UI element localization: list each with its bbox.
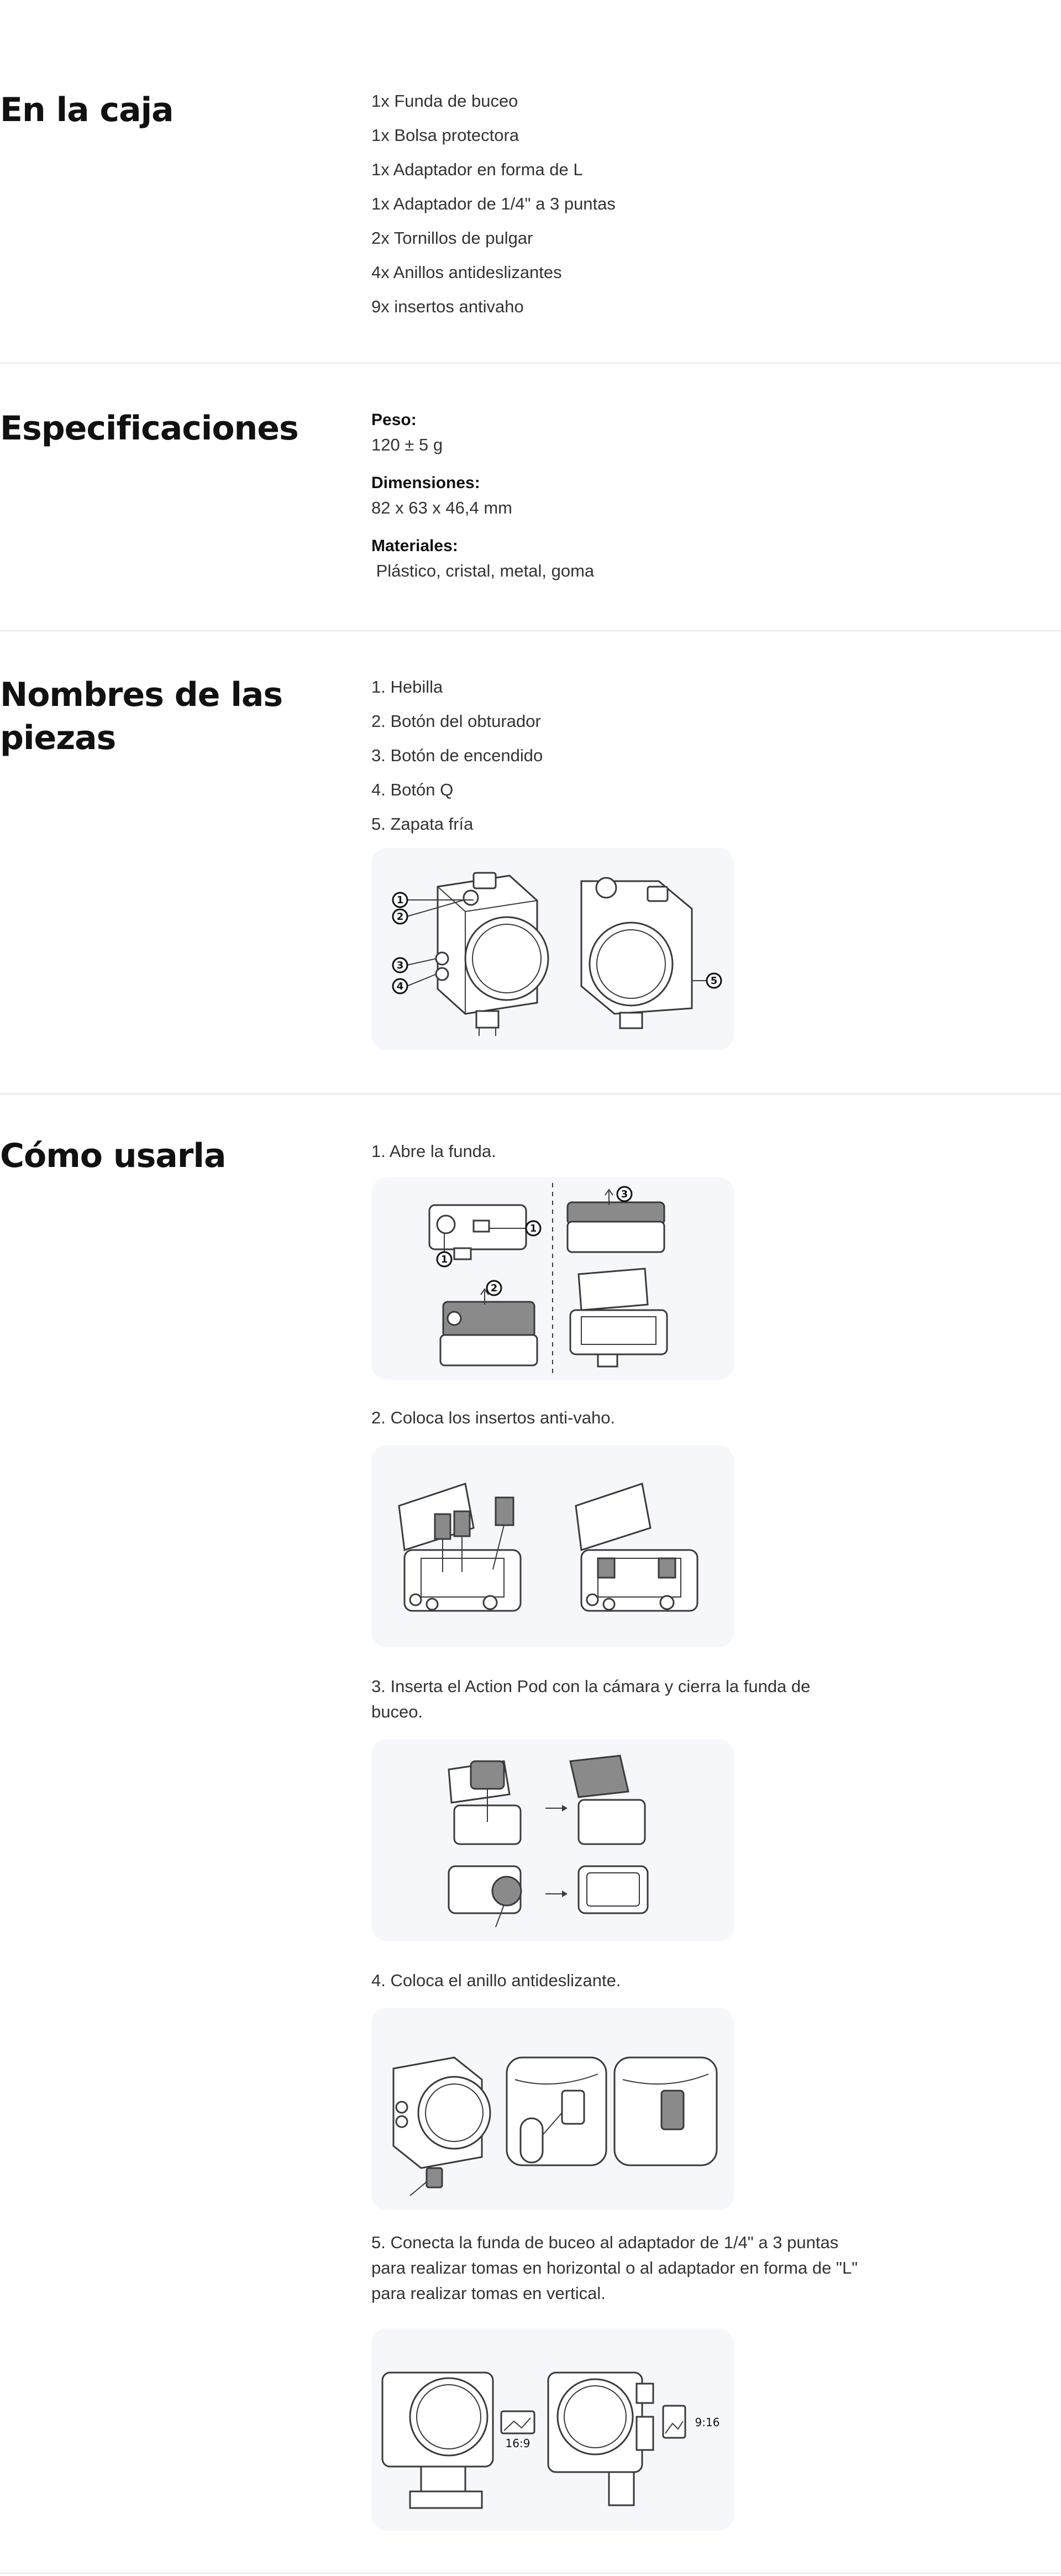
usage-title: Cómo usarla	[0, 1137, 226, 1175]
anti-fog-inserts-illustration	[399, 1484, 521, 1611]
list-item: 2. Botón del obturador	[371, 711, 541, 731]
specs-section	[0, 364, 1061, 630]
list-item: 1. Hebilla	[371, 677, 443, 697]
step-4-diagram	[371, 2008, 734, 2210]
svg-text:3: 3	[396, 960, 404, 971]
callout-4	[393, 974, 437, 993]
list-item: 9x insertos antivaho	[371, 297, 524, 316]
zoom-detail-insert-illustration	[507, 2057, 606, 2165]
svg-text:2: 2	[490, 1282, 498, 1294]
list-item: 1x Adaptador de 1/4" a 3 puntas	[371, 194, 616, 213]
step-3-text: 3. Inserta el Action Pod con la cámara y cierra la funda de buceo.	[371, 1677, 811, 1721]
specs-list	[371, 408, 869, 597]
horizontal-mount-illustration	[382, 2373, 493, 2508]
parts-diagram	[371, 848, 734, 1050]
portrait-icon	[663, 2406, 719, 2438]
step-4-text: 4. Coloca el anillo antideslizante.	[371, 1971, 621, 1990]
usage-section	[0, 1095, 1061, 2576]
list-item: 4. Botón Q	[371, 780, 454, 799]
parts-list	[371, 670, 869, 841]
weight-label: Peso:	[371, 411, 417, 429]
list-item: 1x Adaptador en forma de L	[371, 160, 583, 179]
step-3-diagram	[371, 1739, 734, 1941]
step-5-text: 5. Conecta la funda de buceo al adaptador de 1/4" a 3 puntas para realizar tomas en horizontal o al adaptador en forma de "L" para realizar tomas en vertical.	[371, 2233, 858, 2303]
lid-opening-illustration	[440, 1281, 537, 1365]
in-the-box-section	[0, 0, 1061, 364]
close-lid-illustration	[449, 1866, 521, 1927]
closed-housing-illustration	[429, 1205, 540, 1266]
parts-title: Nombres de las piezas	[0, 676, 283, 757]
dimensions-label: Dimensiones:	[371, 474, 480, 492]
list-item: 2x Tornillos de pulgar	[371, 228, 533, 248]
insert-camera-illustration	[449, 1761, 521, 1844]
inserts-placed-illustration	[576, 1484, 697, 1611]
svg-text:4: 4	[396, 981, 404, 992]
arrow-right-icon	[545, 1891, 568, 1897]
svg-text:5: 5	[710, 975, 718, 987]
list-item: 1x Funda de buceo	[371, 91, 518, 111]
housing-back-illustration	[581, 878, 700, 1028]
landscape-ratio-label: 16:9	[505, 2437, 530, 2450]
svg-text:2: 2	[396, 911, 404, 923]
weight-value: 120 ± 5 g	[371, 435, 443, 454]
svg-text:1: 1	[440, 1254, 448, 1265]
housing-with-ring-illustration	[393, 2057, 490, 2196]
step-2-diagram	[371, 1445, 734, 1647]
step-2-text: 2. Coloca los insertos anti-vaho.	[371, 1408, 616, 1427]
callout-5	[700, 973, 721, 988]
step-5-diagram	[371, 2328, 734, 2531]
materials-value: Plástico, cristal, metal, goma	[371, 561, 595, 580]
materials-label: Materiales:	[371, 537, 458, 555]
vertical-mount-illustration	[548, 2373, 653, 2505]
zoom-detail-installed-illustration	[614, 2057, 717, 2165]
dimensions-value: 82 x 63 x 46,4 mm	[371, 498, 513, 517]
camera-inside-illustration	[570, 1756, 645, 1844]
parts-section	[0, 631, 1061, 1093]
arrow-right-icon	[545, 1805, 568, 1811]
list-item: 1x Bolsa protectora	[371, 125, 519, 145]
lid-lifting-illustration	[568, 1187, 664, 1252]
open-housing-illustration	[570, 1269, 667, 1366]
list-item: 3. Botón de encendido	[371, 746, 543, 765]
step-1-text: 1. Abre la funda.	[371, 1142, 496, 1161]
landscape-icon	[501, 2411, 534, 2450]
housing-front-illustration	[436, 873, 548, 1036]
in-the-box-list	[371, 84, 869, 324]
svg-text:1: 1	[396, 894, 404, 906]
closed-housing-illustration	[579, 1866, 648, 1913]
step-1-diagram	[371, 1177, 734, 1380]
in-the-box-title: En la caja	[0, 91, 174, 129]
list-item: 4x Anillos antideslizantes	[371, 263, 562, 282]
svg-text:3: 3	[621, 1188, 628, 1200]
specs-title: Especificaciones	[0, 409, 298, 448]
section-divider	[0, 2573, 1061, 2574]
list-item: 5. Zapata fría	[371, 814, 474, 834]
svg-text:1: 1	[529, 1223, 537, 1234]
callout-3	[393, 958, 437, 972]
portrait-ratio-label: 9:16	[695, 2416, 720, 2429]
